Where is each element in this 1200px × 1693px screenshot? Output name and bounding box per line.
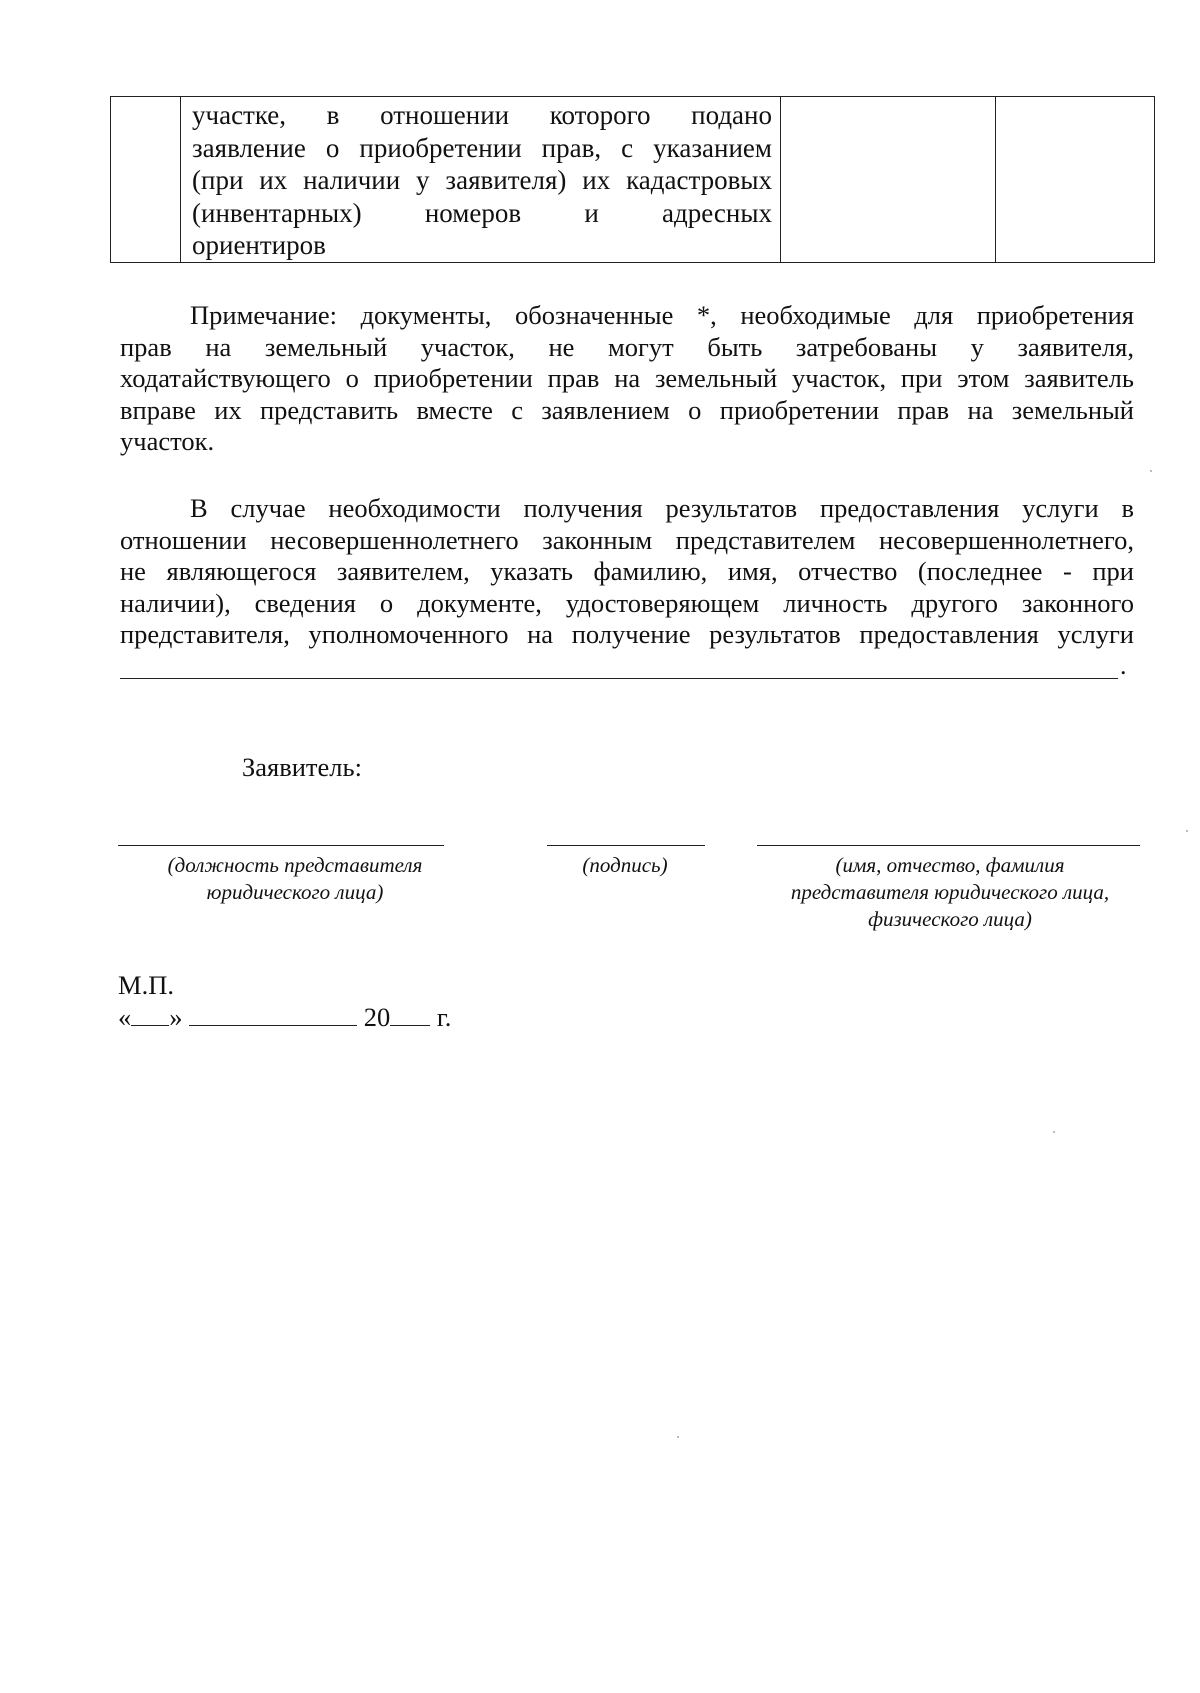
guardian-paragraph [120,493,1134,651]
guardian-line: не являющегося заявителем, указать фамилию, имя, отчество (последнее - при [120,556,1134,586]
position-caption-line: юридического лица) [206,880,384,904]
date-century: 20 [363,1002,391,1032]
note-line: участок. [120,426,215,456]
name-caption [740,852,1160,933]
name-caption-line: (имя, отчество, фамилия [835,853,1065,877]
table-text-line: (инвентарных) номеров и адресных [192,197,772,228]
note-line: прав на земельный участок, не могут быть затребованы у заявителя, [120,331,1134,362]
year-blank[interactable] [390,1003,430,1026]
year-suffix: г. [436,1002,452,1032]
name-caption-line: физического лица) [868,907,1032,931]
table-text-line: участке, в отношении которого подано [192,100,772,130]
row-description-cell [181,97,781,263]
day-blank[interactable] [131,1003,169,1026]
table-text-line: (при их наличии у заявителя) их кадастровых [192,165,772,195]
note-line: ходатайствующего о приобретении прав на земельный участок, при этом заявитель [120,363,1134,393]
guardian-line: наличии), сведения о документе, удостоверяющем личность другого законного [120,587,1134,618]
scan-speck [1150,470,1152,472]
guardian-line: В случае необходимости получения результатов предоставления услуги в [190,493,1134,523]
position-caption-line: (должность представителя [167,853,423,877]
name-caption-line: представителя юридического лица, [790,880,1110,904]
date-open-quote: « [118,1002,132,1032]
fill-line-end-mark: . [1120,651,1127,680]
date-field [118,1002,451,1033]
table-text-line: заявление о приобретении прав, с указанием [192,132,772,163]
name-signature-line[interactable] [757,845,1140,846]
note-line: вправе их представить вместе с заявлением о приобретении прав на земельный [120,394,1134,425]
requirements-table [110,96,1155,263]
applicant-label: Заявитель: [242,752,362,782]
row-number-cell [111,97,181,263]
scan-speck [677,1436,679,1438]
signature-line[interactable] [547,845,705,846]
scan-speck [1186,830,1188,832]
sign-caption [545,852,705,879]
note-paragraph [120,300,1134,458]
guardian-line: представителя, уполномоченного на получение результатов предоставления услуги [120,619,1134,649]
position-signature-line[interactable] [118,845,444,846]
sign-caption-line: (подпись) [582,853,668,877]
representative-fill-line[interactable] [120,678,1118,679]
table-row [111,97,1155,263]
position-caption [120,852,470,906]
guardian-line: отношении несовершеннолетнего законным представителем несовершеннолетнего, [120,524,1134,555]
row-empty-cell [996,97,1155,263]
stamp-label: М.П. [118,970,174,1000]
scan-speck [1053,1131,1055,1133]
note-line: Примечание: документы, обозначенные *, необходимые для приобретения [190,300,1134,330]
row-empty-cell [781,97,996,263]
table-text-line: ориентиров [192,230,326,260]
month-blank[interactable] [189,1003,357,1026]
date-close-quote: » [169,1002,183,1032]
